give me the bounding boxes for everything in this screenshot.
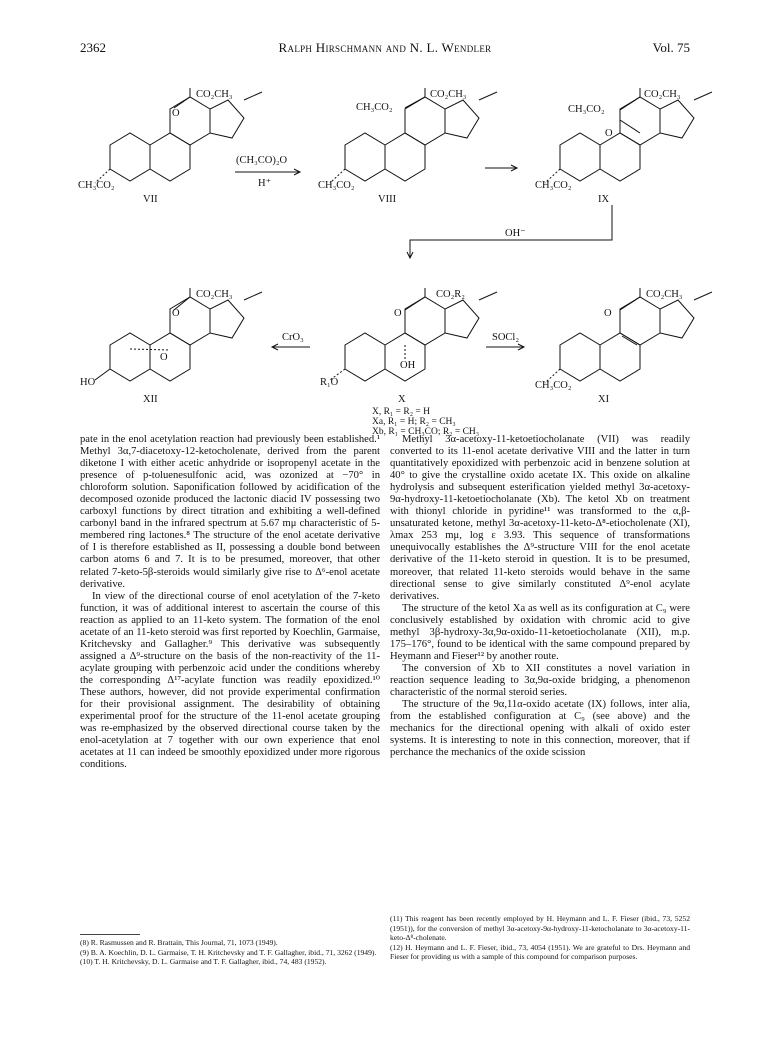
paragraph: pate in the enol acetylation reaction had previously been established.¹ Methyl 3α,7-diacetoxy-12-ketocholenate, derived from the parent diketone I with either acetic anhydride or isopropenyl acetate in the presence of p-toluenesulfonic acid, was ozonized at −70° in chloroform solution. Saponification followed by acidification of the decomposed ozonide produced the lactonic diacid IV possessing two carboxyl functions by direct titration and exhibiting a well-defined carbonyl band in the infrared spectrum at 5.67 mμ characteristic of 5-membered ring lactones.⁸ The structure of the enol acetate derivative of I is therefore established as II, possessing a double bond between carbon atoms 6 and 7. It is to be presumed, moreover, that other related 7-keto-5β-steroids would similarly give rise to Δ⁶-enol acetate derivative. <box>80 434 380 590</box>
xii-keto-o: O <box>172 308 180 319</box>
running-title: Ralph Hirschmann and N. L. Wendler <box>278 40 492 55</box>
ix-acetoxy: CH₃CO₂ <box>535 180 572 191</box>
ix-label: IX <box>598 194 610 205</box>
footnote-rule <box>80 934 140 935</box>
x-hydroxy: OH <box>400 360 416 371</box>
vii-acetoxy: CH₃CO₂ <box>78 180 115 191</box>
arrow-X-XII <box>272 344 310 350</box>
x-keto-o: O <box>394 308 402 319</box>
compound-XI <box>545 288 712 383</box>
page-number: 2362 <box>80 40 106 55</box>
footnote-8: (8) R. Rasmussen and R. Brattain, This Journal, 71, 1073 (1949). <box>80 938 278 947</box>
reagent-acetic-anhydride: (CH₃CO)₂O <box>236 155 288 166</box>
arrow-VIII-IX <box>485 165 517 171</box>
reagent-hydroxide: OH⁻ <box>505 228 526 239</box>
paragraph: The structure of the ketol Xa as well as its configuration at C₉ were conclusively established by oxidation with chromic acid to give methyl 3β-hydroxy-3α,9α-oxido-11-ketoetiocholanate (XII), m.p. 175–176°, found to be identical with the same compound prepared by Heymann and Fieser¹² by another route. <box>390 602 690 662</box>
xii-bridge-o: O <box>160 352 168 363</box>
ix-oxido-o: O <box>605 128 613 139</box>
footnote-12: (12) H. Heymann and L. F. Fieser, ibid., 73, 4054 (1951). We are grateful to Drs. Heymann and Fieser for providing us with a sample of this compound for comparison purposes. <box>390 942 690 962</box>
ix-co2ch3: CO₂CH₃ <box>644 89 681 100</box>
ix-enol-acetate: CH₃CO₂ <box>568 104 605 115</box>
x-r1o: R₁O <box>320 377 339 388</box>
paragraph: The structure of the 9α,11α-oxido acetate (IX) follows, inter alia, from the established configuration at C₉ (see above) and the mechanics for the directional opening with alkali of oxido ester systems. It is interesting to note in this connection, moreover, that if perchance the mechanics of the oxide scission <box>390 699 690 759</box>
viii-acetoxy: CH₃CO₂ <box>318 180 355 191</box>
x-label: X <box>398 394 406 405</box>
xi-co2ch3: CO₂CH₃ <box>646 289 683 300</box>
legend-x: X, R₁ = R₂ = H <box>372 407 430 417</box>
viii-label: VIII <box>378 194 397 205</box>
vii-keto-o: O <box>172 108 180 119</box>
paragraph: Methyl 3α-acetoxy-11-ketoetiocholanate (VII) was readily converted to its 11-enol acetate derivative VIII and the latter in turn quantitatively epoxidized with perbenzoic acid in benzene solution at 40° to give the crystalline oxido acetate IX. This oxide on alkaline hydrolysis and subsequent esterification yielded methyl 3α-acetoxy-9α-hydroxy-11-ketoetiocholanate (Xb). The ketol Xb on treatment with thionyl chloride in pyridine¹¹ was transformed to the α,β-unsaturated ketone, methyl 3α-acetoxy-11-keto-Δ⁸-etiocholenate (XI), λmax 253 mμ, log ε 3.93. This sequence of transformations unequivocally establishes the Δ⁹-structure VIII for the enol acetate derivative of the 11-keto steroid in question. It is to be presumed, moreover, that related 11-keto steroids would behave in the same directional sense to give similarly constituted Δ⁹-enol acylate derivatives. <box>390 434 690 602</box>
reaction-scheme <box>0 0 763 437</box>
footnotes-right <box>390 914 690 962</box>
reagent-acid: H⁺ <box>258 178 272 189</box>
footnote-9: (9) B. A. Koechlin, D. L. Garmaise, T. H. Kritchevsky and T. F. Gallagher, ibid., 71, 3262 (1949). <box>80 947 377 957</box>
reagent-cro3: CrO₃ <box>282 332 304 343</box>
footnotes-left <box>80 938 380 967</box>
footnote-11: (11) This reagent has been recently employed by H. Heymann and L. F. Fieser (ibid., 73, 5252 (1951)), for the conversion of methyl 3α-acetoxy-9α-hydroxy-11-ketocholanate to 3α-acetoxy-11-keto-Δ⁸-cholenate. <box>390 914 690 943</box>
xii-hydroxy: HO <box>80 377 96 388</box>
compound-VII <box>95 88 262 183</box>
viii-enol-acetate: CH₃CO₂ <box>356 102 393 113</box>
arrow-VII-VIII <box>235 169 300 175</box>
paragraph: In view of the directional course of enol acetylation of the 7-keto function, it was of additional interest to ascertain the course of this reaction as applied to an 11-keto system. The formation of the enol acetate of an 11-keto steroid was first reported by Koechlin, Garmaise, Kritchevsky and Gallagher.⁹ This derivative was subsequently assigned a Δ⁹-structure on the basis of the non-reactivity of the 11-acylate grouping with perbenzoic acid under the conditions whereby the corresponding Δ¹⁷-acylate function was readily epoxidized.¹⁰ These authors, however, did not provide experimental confirmation for their provisional assignment. The desirability of obtaining experimental proof for the structure of the 11-enol acetate grouping was re-emphasized by the observed directional course taken by the enol-acetylation at 7 together with our own experience that enol acetates at 11 can indeed be smoothly epoxidized under more rigorous conditions. <box>80 590 380 771</box>
compound-XII <box>95 288 262 381</box>
paragraph: The conversion of Xb to XII constitutes a novel variation in reaction sequence leading to 3α,9α-oxide bridging, a phenomenon characteristic of the normal steroid series. <box>390 662 690 698</box>
viii-co2ch3: CO₂CH₃ <box>430 89 467 100</box>
compound-IX <box>545 88 712 183</box>
footnote-10: (10) T. H. Kritchevsky, D. L. Garmaise and T. F. Gallagher, ibid., 74, 483 (1952). <box>80 957 327 967</box>
x-co2r2: CO₂R₂ <box>436 289 465 300</box>
xi-acetoxy: CH₃CO₂ <box>535 380 572 391</box>
legend-xb: Xb, R₁ = CH₃CO; R₂ = CH₃ <box>372 427 480 437</box>
reagent-socl2: SOCl₂ <box>492 332 520 343</box>
xii-co2ch3: CO₂CH₃ <box>196 289 233 300</box>
vii-co2ch3: CO₂CH₃ <box>196 89 233 100</box>
xi-label: XI <box>598 394 610 405</box>
legend-xa: Xa, R₁ = H; R₂ = CH₃ <box>372 417 456 427</box>
volume-label: Vol. 75 <box>652 40 690 55</box>
xi-keto-o: O <box>604 308 612 319</box>
left-column <box>80 434 380 771</box>
right-column <box>390 434 690 759</box>
vii-label: VII <box>143 194 158 205</box>
xii-label: XII <box>143 394 158 405</box>
arrow-X-XI <box>486 344 524 350</box>
